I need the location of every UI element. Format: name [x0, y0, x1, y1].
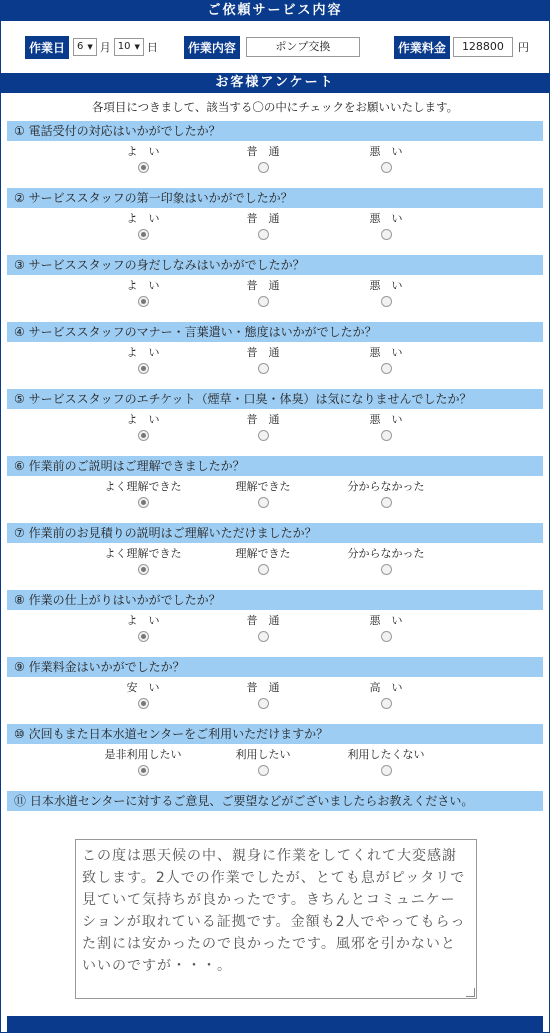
- answer-label: 悪 い: [369, 145, 403, 158]
- radio-button[interactable]: [258, 162, 269, 173]
- question-11: ⑪ 日本水道センターに対するご意見、ご要望などがございましたらお教えください。: [7, 791, 543, 811]
- radio-button[interactable]: [138, 430, 149, 441]
- answer-label: 利用したい: [235, 748, 291, 761]
- answer-label: よ い: [126, 413, 160, 426]
- radio-button[interactable]: [381, 296, 392, 307]
- answer-option[interactable]: [83, 681, 203, 709]
- radio-button[interactable]: [381, 765, 392, 776]
- radio-button[interactable]: [138, 162, 149, 173]
- answer-option[interactable]: [203, 212, 323, 240]
- answer-option[interactable]: [326, 346, 446, 374]
- answer-label: よ い: [126, 346, 160, 359]
- question-2-options: [1, 208, 549, 255]
- answer-option[interactable]: [326, 681, 446, 709]
- answer-option[interactable]: [326, 212, 446, 240]
- answer-label: 普 通: [246, 346, 280, 359]
- work-date-label: 作業日: [25, 36, 69, 59]
- radio-button[interactable]: [381, 698, 392, 709]
- answer-label: 普 通: [246, 614, 280, 627]
- question-4-options: [1, 342, 549, 389]
- question-8: ⑧ 作業の仕上がりはいかがでしたか？: [7, 590, 543, 610]
- radio-button[interactable]: [258, 296, 269, 307]
- answer-label: 利用したくない: [347, 748, 425, 761]
- question-8-options: [1, 610, 549, 657]
- comment-text: この度は悪天候の中、親身に作業をしてくれて大変感謝致します。2人での作業でしたが、とても息がピッタリで見ていて気持ちが良かったです。きちんとコミュニケーションが取れている証拠です。金額も2人でやってもらった割には安かったので良かったです。風邪を引かないといいのですが・・・。: [82, 848, 466, 974]
- answer-option[interactable]: [83, 346, 203, 374]
- answer-option[interactable]: [326, 413, 446, 441]
- answer-label: 悪 い: [369, 413, 403, 426]
- question-6-options: [1, 476, 549, 523]
- question-5-options: [1, 409, 549, 456]
- day-unit: 日: [146, 41, 158, 54]
- radio-button[interactable]: [381, 162, 392, 173]
- work-content-label: 作業内容: [184, 36, 240, 59]
- radio-button[interactable]: [381, 631, 392, 642]
- answer-label: 普 通: [246, 145, 280, 158]
- radio-button[interactable]: [258, 564, 269, 575]
- radio-button[interactable]: [258, 631, 269, 642]
- radio-button[interactable]: [258, 698, 269, 709]
- answer-label: 理解できた: [235, 480, 291, 493]
- answer-label: よく理解できた: [104, 480, 182, 493]
- radio-button[interactable]: [258, 229, 269, 240]
- answer-option[interactable]: [203, 346, 323, 374]
- question-10-options: [1, 744, 549, 791]
- footer-bar: [7, 1016, 543, 1032]
- radio-button[interactable]: [138, 497, 149, 508]
- answer-option[interactable]: [83, 547, 203, 575]
- day-select[interactable]: [114, 38, 144, 56]
- radio-button[interactable]: [138, 631, 149, 642]
- answer-label: 普 通: [246, 212, 280, 225]
- answer-option[interactable]: [203, 145, 323, 173]
- radio-button[interactable]: [138, 564, 149, 575]
- radio-button[interactable]: [381, 497, 392, 508]
- answer-label: 悪 い: [369, 212, 403, 225]
- survey-header: お客様アンケート: [1, 73, 549, 93]
- answer-label: 悪 い: [369, 346, 403, 359]
- radio-button[interactable]: [381, 564, 392, 575]
- answer-label: 分からなかった: [347, 547, 425, 560]
- question-3-options: [1, 275, 549, 322]
- answer-option[interactable]: [326, 614, 446, 642]
- radio-button[interactable]: [258, 430, 269, 441]
- answer-label: 高 い: [369, 681, 403, 694]
- radio-button[interactable]: [138, 765, 149, 776]
- answer-label: 普 通: [246, 279, 280, 292]
- month-unit: 月: [99, 41, 111, 54]
- service-header: ご依頼サービス内容: [1, 1, 549, 21]
- radio-button[interactable]: [138, 698, 149, 709]
- question-1: ① 電話受付の対応はいかがでしたか？: [7, 121, 543, 141]
- service-info-row: [1, 21, 549, 73]
- answer-label: 普 通: [246, 681, 280, 694]
- answer-label: よく理解できた: [104, 547, 182, 560]
- chevron-down-icon: ▼: [134, 43, 140, 51]
- answer-label: 理解できた: [235, 547, 291, 560]
- radio-button[interactable]: [138, 363, 149, 374]
- radio-button[interactable]: [258, 363, 269, 374]
- question-3: ③ サービススタッフの身だしなみはいかがでしたか？: [7, 255, 543, 275]
- radio-button[interactable]: [258, 765, 269, 776]
- answer-option[interactable]: [83, 145, 203, 173]
- radio-button[interactable]: [381, 363, 392, 374]
- answer-option[interactable]: [203, 413, 323, 441]
- answer-option[interactable]: [326, 480, 446, 508]
- month-value: 6: [77, 41, 84, 52]
- question-7: ⑦ 作業前のお見積りの説明はご理解いただけましたか？: [7, 523, 543, 543]
- answer-option[interactable]: [203, 681, 323, 709]
- work-content-field[interactable]: ポンプ交換: [246, 37, 360, 57]
- answer-option[interactable]: [83, 748, 203, 776]
- chevron-down-icon: ▼: [87, 43, 93, 51]
- radio-button[interactable]: [138, 296, 149, 307]
- answer-option[interactable]: [326, 748, 446, 776]
- question-1-options: [1, 141, 549, 188]
- answer-label: よ い: [126, 614, 160, 627]
- month-select[interactable]: [73, 38, 97, 56]
- question-10: ⑩ 次回もまた日本水道センターをご利用いただけますか？: [7, 724, 543, 744]
- work-fee-field[interactable]: 128800: [453, 37, 513, 57]
- answer-option[interactable]: [83, 480, 203, 508]
- radio-button[interactable]: [138, 229, 149, 240]
- answer-option[interactable]: [203, 279, 323, 307]
- answer-label: 是非利用したい: [104, 748, 182, 761]
- fee-unit: 円: [517, 41, 529, 54]
- survey-intro: 各項目につきまして、該当する〇の中にチェックをお願いいたします。: [91, 100, 459, 114]
- question-list: [1, 121, 549, 791]
- answer-option[interactable]: [203, 547, 323, 575]
- answer-option[interactable]: [83, 279, 203, 307]
- answer-option[interactable]: [83, 212, 203, 240]
- question-4: ④ サービススタッフのマナー・言葉遣い・態度はいかがでしたか？: [7, 322, 543, 342]
- resize-handle-icon[interactable]: [466, 988, 475, 997]
- answer-option[interactable]: [203, 748, 323, 776]
- answer-option[interactable]: [83, 614, 203, 642]
- answer-label: よ い: [126, 212, 160, 225]
- answer-label: 悪 い: [369, 279, 403, 292]
- answer-option[interactable]: [83, 413, 203, 441]
- answer-option[interactable]: [326, 547, 446, 575]
- answer-option[interactable]: [203, 614, 323, 642]
- question-9: ⑨ 作業料金はいかがでしたか？: [7, 657, 543, 677]
- question-2: ② サービススタッフの第一印象はいかがでしたか？: [7, 188, 543, 208]
- answer-label: よ い: [126, 279, 160, 292]
- day-value: 10: [117, 41, 131, 52]
- question-7-options: [1, 543, 549, 590]
- answer-option[interactable]: [326, 145, 446, 173]
- question-6: ⑥ 作業前のご説明はご理解できましたか？: [7, 456, 543, 476]
- answer-label: 安 い: [126, 681, 160, 694]
- answer-label: よ い: [126, 145, 160, 158]
- answer-label: 普 通: [246, 413, 280, 426]
- radio-button[interactable]: [381, 430, 392, 441]
- question-5: ⑤ サービススタッフのエチケット（煙草・口臭・体臭）は気になりませんでしたか？: [7, 389, 543, 409]
- comment-textarea[interactable]: [75, 839, 477, 999]
- answer-option[interactable]: [326, 279, 446, 307]
- radio-button[interactable]: [258, 497, 269, 508]
- work-fee-label: 作業料金: [394, 36, 450, 59]
- radio-button[interactable]: [381, 229, 392, 240]
- answer-label: 分からなかった: [347, 480, 425, 493]
- question-9-options: [1, 677, 549, 724]
- answer-option[interactable]: [203, 480, 323, 508]
- answer-label: 悪 い: [369, 614, 403, 627]
